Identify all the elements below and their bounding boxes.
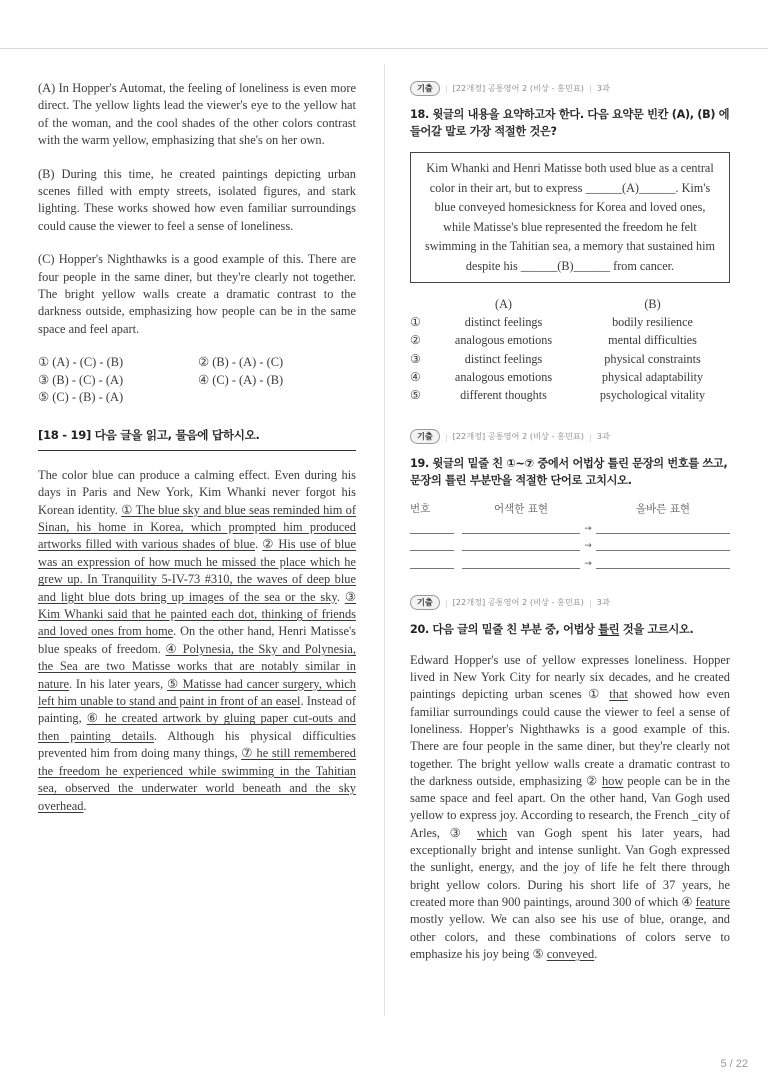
wrong-expression-blank[interactable] [462, 522, 580, 534]
underlined-word-2[interactable]: how [601, 773, 624, 788]
choice-3[interactable]: ③ (B) - (C) - (A) [38, 372, 124, 387]
q18-options-table [410, 295, 730, 405]
past-exam-badge: 기출 [410, 595, 440, 610]
question-meta: 기출 | [22개정] 공통영어 2 (비상 - 홍민표) | 3과 [410, 595, 730, 611]
blue-passage [38, 467, 356, 815]
passage-text: . Although his physical difficulties prevented him from doing many things, [38, 728, 356, 761]
choice-4[interactable]: ④ (C) - (A) - (B) [198, 372, 284, 387]
course-label: [22개정] 공통영어 2 (비상 - 홍민표) [452, 597, 584, 608]
choice-5[interactable]: ⑤ (C) - (B) - (A) [38, 390, 124, 405]
option-row[interactable]: ① distinct feelings bodily resilience [410, 314, 693, 329]
answer-row [410, 516, 730, 534]
yellow-passage: Edward Hopper's use of yellow expresses loneliness. Hopper lived in New York City for nearly six decades, and he created paintings depicting urban scenes ① that showed how even familiar surroundings could cause the viewer to feel a sense of loneliness. Hopper's Nighthawks is a good example of this. There are four people in the same diner, but they're clearly not together. The bright yellow walls create a dramatic contrast to the darkness outside, emphasizing ② how people can be in the same space and feel apart. On the other hand, Van Gogh used yellow to express joy. According to research, the French _city of Arles, ③ which van Gogh spent his later years, had exceptionally bright and intense sunlight. Van Gogh expressed the sunlight, energy, and the joy of life he felt there through bright yellow colors. During his short life of 37 years, he created more than 900 paintings, around 300 of which ④ feature mostly yellow. We can also see his use of blue, orange, and other colors, and these combinations of colors serve to emphasize his joy being ⑤ conveyed. [410, 652, 730, 961]
passage-text: . In his later years, [68, 676, 168, 691]
paragraph-a: (A) In Hopper's Automat, the feeling of loneliness is even more direct. The yellow lights lead the viewer's eye to the yellow hat of the woman, and the cool shades of the other colors contrast with the warm yellow, emphasizing that she's on her own. [38, 81, 356, 148]
underlined-sentence-3: ③ Kim Whanki said that he painted each dot, thinking of friends and loved ones from home [38, 589, 356, 639]
underlined-sentence-5: ⑤ Matisse had cancer surgery, which left him unable to stand and paint in front of an easel [38, 676, 356, 709]
correct-expression-blank[interactable] [596, 557, 730, 569]
underlined-word-3[interactable]: which [476, 825, 508, 840]
underlined-word-5[interactable]: conveyed [546, 946, 595, 961]
correct-expression-blank[interactable] [596, 539, 730, 551]
course-label: [22개정] 공통영어 2 (비상 - 홍민표) [452, 431, 584, 442]
question-meta: 기출 | [22개정] 공통영어 2 (비상 - 홍민표) | 3과 [410, 80, 730, 96]
table-header-row [410, 295, 730, 313]
underlined-word-1[interactable]: that [609, 687, 628, 702]
underlined-word-4[interactable]: feature [695, 894, 730, 909]
underlined-sentence-4: ④ Polynesia, the Sky and Polynesia, the Sea are two Matisse works that are notably similar in nature [38, 641, 356, 691]
course-label: [22개정] 공통영어 2 (비상 - 홍민표) [452, 82, 584, 93]
header-rule [0, 48, 768, 49]
column-wrong: 어색한 표현 [493, 503, 549, 516]
passage-text: . [336, 589, 345, 604]
column-header-b: (B) [644, 296, 661, 311]
past-exam-badge: 기출 [410, 429, 440, 444]
question-18-title: 18. 윗글의 내용을 요약하고자 한다. 다음 요약문 빈칸 (A), (B) 에 들어갈 말로 가장 적절한 것은? [410, 108, 730, 138]
left-column [38, 80, 356, 831]
underlined-sentence-6: ⑥ he created artwork by gluing paper cut-outs and then painting details [38, 711, 356, 743]
order-choices [38, 354, 356, 407]
lesson-label: 3과 [596, 597, 610, 608]
option-row[interactable]: ③ distinct feelings physical constraints [410, 351, 701, 366]
emphasis-wrong: 틀린 [598, 622, 620, 636]
column-number: 번호 [410, 503, 431, 516]
underlined-sentence-1: ① The blue sky and blue seas reminded him of Sinan, his home in Korea, which prompted him produced artworks filled with various shades of blue [38, 502, 356, 552]
choice-1[interactable]: ① (A) - (C) - (B) [38, 355, 124, 370]
question-meta: 기출 | [22개정] 공통영어 2 (비상 - 홍민표) | 3과 [410, 429, 730, 445]
passage-text: The color blue can produce a calming effect. Even during his days in Paris and New York, Kim Whanki never forgot his Korean identity. [38, 467, 356, 517]
arrow-icon: → [584, 541, 592, 552]
answer-row [410, 534, 730, 552]
number-blank[interactable] [410, 557, 454, 569]
choice-2[interactable]: ② (B) - (A) - (C) [198, 355, 284, 370]
option-row[interactable]: ② analogous emotions mental difficulties [410, 333, 697, 348]
paragraph-c: (C) Hopper's Nighthawks is a good example of this. There are four people in the same diner, but they're clearly not together. The bright yellow walls create a dramatic contrast to the darkness outside, emphasizing how people can be in the same space and feel apart. [38, 252, 356, 336]
passage-text: . [83, 798, 87, 813]
wrong-expression-blank[interactable] [462, 539, 580, 551]
wrong-expression-blank[interactable] [462, 557, 580, 569]
section-heading: [18 - 19] 다음 글을 읽고, 물음에 답하시오. [38, 427, 356, 451]
summary-box: Kim Whanki and Henri Matisse both used blue as a central color in their art, but to express ______(A)______. Kim's blue conveyed homesickness for Korea and loved ones, while Matisse's blue represented the freedom he felt swimming in the Tahitian sea, a memory that sustained him despite his ______(B)______ from cancer. [410, 152, 730, 283]
column-right: 올바른 표현 [635, 503, 691, 516]
lesson-label: 3과 [596, 82, 610, 93]
question-19-title: 19. 윗글의 밑줄 친 ①~⑦ 중에서 어법상 틀린 문장의 번호를 쓰고, 문장의 틀린 부분만을 적절한 단어로 고치시오. [410, 456, 728, 487]
right-column [410, 80, 730, 963]
answer-header-row [410, 499, 730, 517]
underlined-sentence-2: ② His use of blue was an expression of how much he missed the place which he grew up. In Tranquility 5-IV-73 #310, the waves of deep blue and light blue dots bring up images of the sea or the sky [38, 537, 356, 604]
correct-expression-blank[interactable] [596, 522, 730, 534]
page-number: 5 / 22 [720, 1058, 748, 1070]
option-row[interactable]: ⑤ different thoughts psychological vitality [410, 388, 706, 403]
passage-text: . [255, 537, 263, 552]
paragraph-b: (B) During this time, he created paintings depicting urban scenes filled with empty streets, isolated figures, and stark lighting. These works showed how even familiar surroundings could cause the viewer to feel a sense of loneliness. [38, 166, 356, 233]
passage-text: . On the other hand, Henri Matisse's blue speaks of freedom. [38, 624, 357, 656]
answer-table [410, 499, 730, 569]
column-divider [384, 64, 385, 1016]
past-exam-badge: 기출 [410, 81, 440, 96]
number-blank[interactable] [410, 522, 454, 534]
lesson-label: 3과 [596, 431, 610, 442]
question-20-title: 20. 다음 글의 밑줄 친 부분 중, 어법상 틀린 것을 고르시오. [410, 622, 694, 636]
passage-text: . Instead of painting, [38, 694, 356, 726]
number-blank[interactable] [410, 539, 454, 551]
arrow-icon: → [584, 523, 592, 534]
underlined-sentence-7: ⑦ he still remembered the freedom he experienced while swimming in the Tahitian sea, observed the underwater world beneath and the sky overhead [38, 746, 356, 813]
arrow-icon: → [584, 558, 592, 569]
column-header-a: (A) [495, 296, 512, 311]
option-row[interactable]: ④ analogous emotions physical adaptability [410, 369, 704, 384]
answer-row [410, 551, 730, 569]
